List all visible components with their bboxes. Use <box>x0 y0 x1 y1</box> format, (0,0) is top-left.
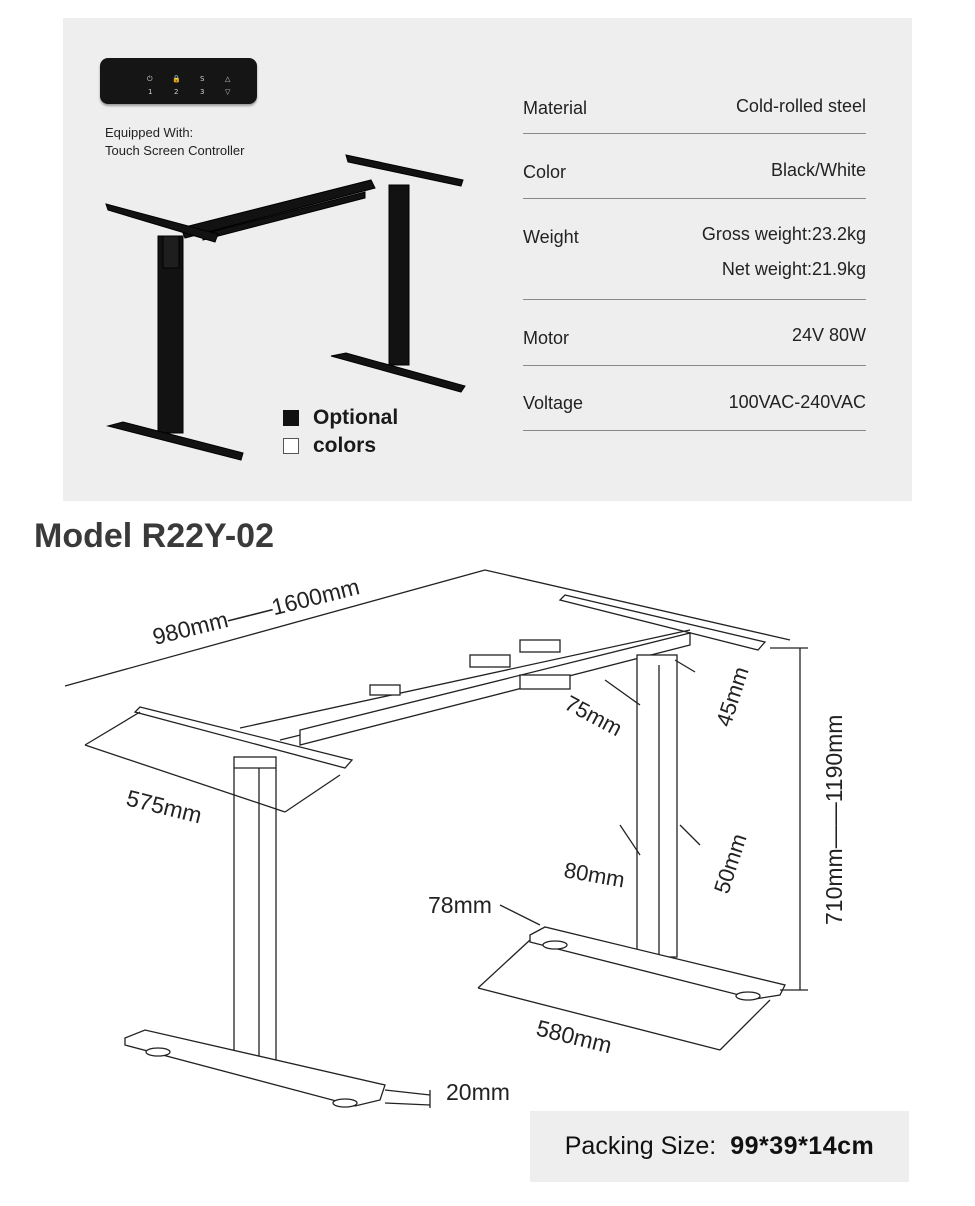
equipped-line-2: Touch Screen Controller <box>105 143 245 158</box>
packing-label: Packing Size: <box>564 1132 717 1160</box>
save-key-icon: S <box>200 75 205 83</box>
spec-value: 100VAC-240VAC <box>728 392 866 412</box>
dim-leg-depth: 50mm <box>708 830 752 897</box>
spec-row-weight <box>523 199 866 300</box>
up-key-icon: △ <box>225 75 231 83</box>
packing-size-box <box>530 1111 909 1182</box>
spec-label: Motor <box>523 328 570 348</box>
spec-table <box>523 88 866 431</box>
spec-value: Black/White <box>770 160 866 180</box>
spec-label: Weight <box>523 227 579 247</box>
model-title: Model R22Y-02 <box>34 517 274 555</box>
equipped-line-1: Equipped With: <box>105 125 194 140</box>
preset-3-key: 3 <box>200 88 205 96</box>
spec-label: Color <box>523 162 567 182</box>
black-swatch <box>283 410 299 426</box>
spec-value: 24V 80W <box>791 325 866 345</box>
spec-row-voltage <box>523 366 866 431</box>
color-legend <box>283 404 398 460</box>
spec-row-color <box>523 134 866 199</box>
spec-row-material <box>523 88 866 134</box>
legend-line-2: colors <box>313 434 377 457</box>
dim-foot-length: 580mm <box>533 1014 615 1059</box>
dimension-drawing <box>0 560 975 1120</box>
down-key-icon: ▽ <box>225 88 231 96</box>
packing-value: 99*39*14cm <box>730 1132 875 1160</box>
dim-foot-thickness: 20mm <box>446 1079 510 1105</box>
dim-height-range: 710mm——1190mm <box>821 714 847 925</box>
dim-leg-width: 80mm <box>562 857 627 893</box>
spec-value-2: Net weight:21.9kg <box>721 259 866 279</box>
dim-beam-width: 75mm <box>560 690 627 742</box>
dim-beam-height: 45mm <box>710 663 754 730</box>
dim-foot-height: 78mm <box>428 892 492 918</box>
lock-key-icon: 🔒 <box>172 75 181 83</box>
product-info-panel <box>63 18 912 501</box>
dim-top-depth: 575mm <box>123 784 205 829</box>
legend-line-1: Optional <box>313 406 399 429</box>
spec-row-motor <box>523 300 866 366</box>
spec-label: Voltage <box>523 393 584 413</box>
spec-label: Material <box>523 98 588 118</box>
white-swatch <box>283 438 299 454</box>
touch-controller-image <box>100 58 257 104</box>
preset-1-key: 1 <box>148 88 153 96</box>
power-key-icon: ⏻ <box>147 75 153 83</box>
controller-keys <box>142 75 242 99</box>
preset-2-key: 2 <box>174 88 179 96</box>
spec-value: Gross weight:23.2kg <box>701 224 866 244</box>
dim-width-range: 980mm——1600mm <box>149 573 363 650</box>
spec-value: Cold-rolled steel <box>735 96 866 116</box>
